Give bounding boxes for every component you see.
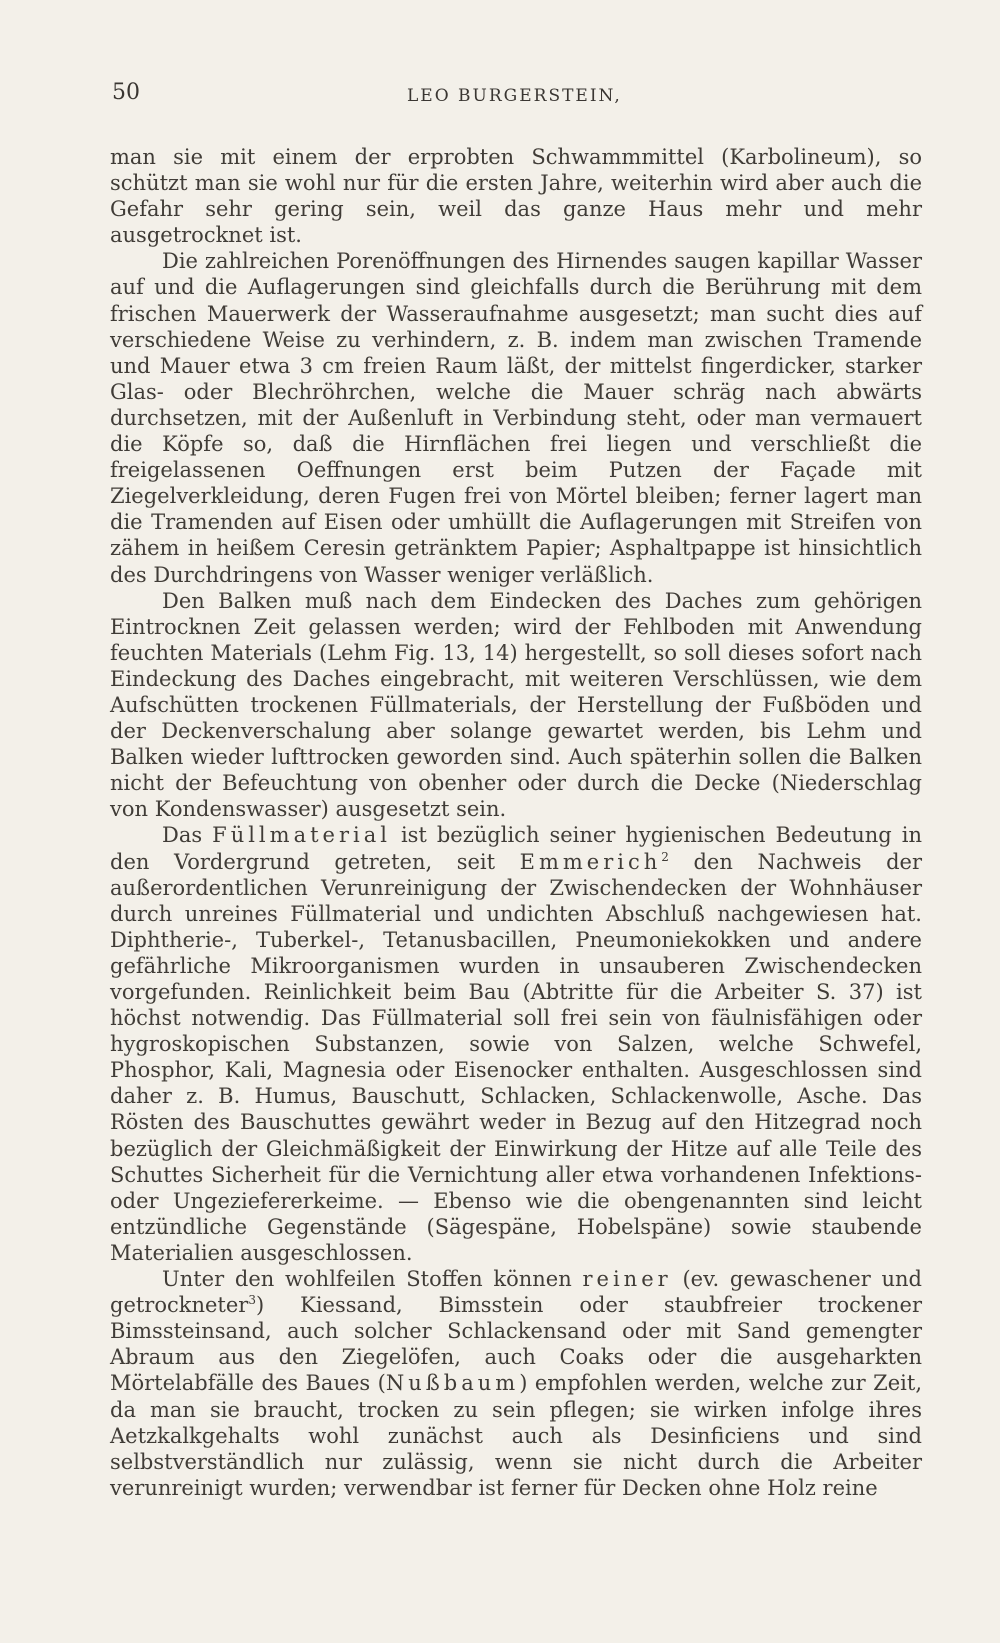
footnote-ref-2: 2 xyxy=(661,849,669,864)
paragraph-3: Den Balken muß nach dem Eindecken des Daches zum gehörigen Eintrocknen Zeit gelassen werden; wird der Fehlboden mit Anwendung feuchten Materials (Lehm Fig. 13, 14) hergestellt, so soll dieses sofort nach Eindeckung des Daches eingebracht, mit weiteren Verschlüssen, wie dem Aufschütten trockenen Füllmaterials, der Herstellung der Fußböden und der Deckenverschalung aber solange gewartet werden, bis Lehm und Balken wieder lufttrocken geworden sind. Auch späterhin sollen die Balken nicht der Befeuchtung von obenher oder durch die Decke (Niederschlag von Kondenswasser) ausgesetzt sein. xyxy=(110,588,922,822)
term-fuellmaterial: Füllmaterial xyxy=(212,823,391,848)
paragraph-4-lead: Das xyxy=(162,823,203,848)
paragraph-4-text-2: den Nachweis der außerordentlichen Verunreinigung der Zwischendecken der Wohnhäuser durch unreines Füllmaterial und undichten Abschluß nachgewiesen hat. Diphtherie-, Tuberkel-, Tetanusbacillen, Pneumoniekokken und andere gefährliche Mikroorganismen wurden in unsauberen Zwischendecken vorgefunden. Reinlichkeit beim Bau (Abtritte für die Arbeiter S. 37) ist höchst notwendig. Das Füllmaterial soll frei sein von fäulnisfähigen oder hygroskopischen Substanzen, sowie von Salzen, welche Schwefel, Phosphor, Kali, Magnesia oder Eisenocker enthalten. Ausgeschlossen sind daher z. B. Humus, Bauschutt, Schlacken, Schlackenwolle, Asche. Das Rösten des Bauschuttes gewährt weder in Bezug auf den Hitzegrad noch bezüglich der Gleichmäßigkeit der Einwirkung der Hitze auf alle Teile des Schuttes Sicherheit für die Vernichtung aller etwa vorhandenen Infektions- oder Ungeziefererkeime. — Ebenso wie die obengenannten sind leicht entzündliche Gegenstände (Sägespäne, Hobelspäne) sowie staubende Materialien ausgeschlossen. xyxy=(110,849,922,1265)
paragraph-5-text-4: ) empfohlen werden, welche zur Zeit, da man sie braucht, trocken zu sein pflegen; sie wirken infolge ihres Aetzkalkgehalts wohl zunächst auch als Desinficiens und sind selbstverständlich nur zulässig, wenn sie nicht durch die Arbeiter verunreinigt wurden; verwendbar ist ferner für Decken ohne Holz reine xyxy=(110,1371,922,1500)
footnote-ref-3: 3 xyxy=(248,1293,256,1308)
paragraph-5 xyxy=(110,1266,922,1501)
paragraph-4-text-1: ist bezüglich seiner hygienischen Bedeutung in den Vordergrund getreten, seit xyxy=(110,823,922,874)
running-head: LEO BURGERSTEIN, xyxy=(407,86,622,106)
paragraph-1: man sie mit einem der erprobten Schwammmittel (Karbolineum), so schützt man sie wohl nur für die ersten Jahre, weiterhin wird aber auch die Gefahr sehr gering sein, weil das ganze Haus mehr und mehr ausgetrocknet ist. xyxy=(110,145,922,248)
page-number: 50 xyxy=(112,80,140,105)
page-header xyxy=(112,80,922,110)
paragraph-4 xyxy=(110,822,922,1266)
paragraph-5-text-3: ) Kiessand, Bimsstein oder staubfreier trockener Bimssteinsand, auch solcher Schlackensand oder mit Sand gemengter Abraum aus den Ziegelöfen, auch Coaks oder die ausgeharkten Mörtelabfälle des Baues ( xyxy=(110,1293,922,1396)
paragraph-2: Die zahlreichen Porenöffnungen des Hirnendes saugen kapillar Wasser auf und die Auflagerungen sind gleichfalls durch die Berührung mit dem frischen Mauerwerk der Wasseraufnahme ausgesetzt; man sucht dies auf verschiedene Weise zu verhindern, z. B. indem man zwischen Tramende und Mauer etwa 3 cm freien Raum läßt, der mittelst fingerdicker, starker Glas- oder Blechröhrchen, welche die Mauer schräg nach abwärts durchsetzen, mit der Außenluft in Verbindung steht, oder man vermauert die Köpfe so, daß die Hirnflächen frei liegen und verschließt die freigelassenen Oeffnungen erst beim Putzen der Façade mit Ziegelverkleidung, deren Fugen frei von Mörtel bleiben; ferner lagert man die Tramenden auf Eisen oder umhüllt die Auflagerungen mit Streifen von zähem in heißem Ceresin getränktem Papier; Asphaltpappe ist hinsichtlich des Durchdringens von Wasser weniger verläßlich. xyxy=(110,249,922,587)
author-nussbaum: Nußbaum xyxy=(385,1371,520,1396)
term-reiner: reiner xyxy=(582,1267,672,1292)
paragraph-5-text-2: (ev. gewaschener und getrockneter xyxy=(110,1267,922,1318)
paragraph-5-text-1: Unter den wohlfeilen Stoffen können xyxy=(162,1267,572,1292)
body-text xyxy=(110,144,922,1501)
author-emmerich: Emmerich xyxy=(519,849,662,874)
